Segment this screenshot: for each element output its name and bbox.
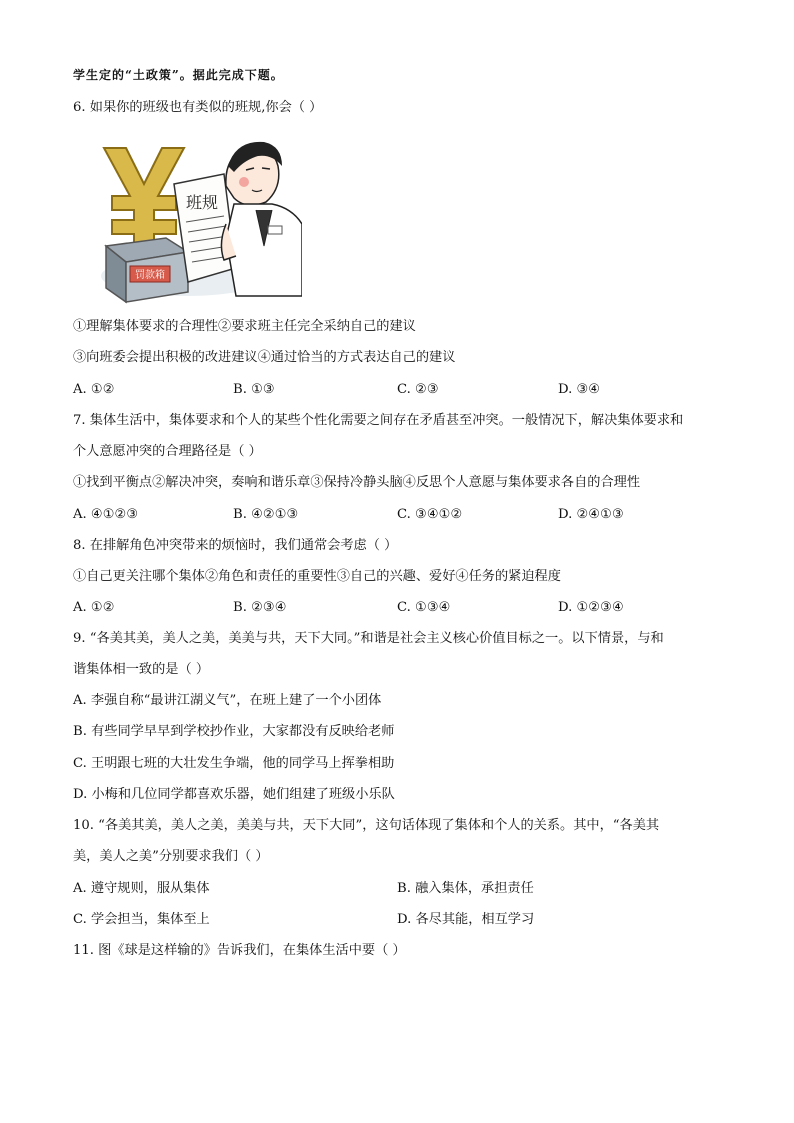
- q7-option-d[interactable]: D. ②④①③: [558, 507, 624, 522]
- q11-stem: 11. 图《球是这样输的》告诉我们，在集体生活中要（ ）: [73, 943, 406, 958]
- q6-option-c[interactable]: C. ②③: [397, 382, 439, 397]
- q10-option-c[interactable]: C. 学会担当，集体至上: [73, 912, 210, 927]
- q9-option-b[interactable]: B. 有些同学早早到学校抄作业，大家都没有反映给老师: [73, 724, 395, 739]
- q8-stem: 8. 在排解角色冲突带来的烦恼时，我们通常会考虑（ ）: [73, 538, 398, 553]
- q9-option-c[interactable]: C. 王明跟七班的大壮发生争端，他的同学马上挥拳相助: [73, 756, 395, 771]
- q7-stem-line2: 个人意愿冲突的合理路径是（ ）: [73, 444, 262, 459]
- rules-paper-title: 班规: [185, 193, 219, 212]
- q6-statement-1: ①理解集体要求的合理性②要求班主任完全采纳自己的建议: [73, 319, 416, 334]
- fine-box-label: 罚款箱: [135, 270, 165, 281]
- q10-stem-line1: 10. “各美其美，美人之美，美美与共，天下大同”，这句话体现了集体和个人的关系。其中，“各美其: [73, 818, 660, 833]
- intro-text: 学生定的“土政策”。据此完成下题。: [73, 68, 284, 82]
- q7-option-c[interactable]: C. ③④①②: [397, 507, 463, 522]
- q7-option-a[interactable]: A. ④①②③: [73, 507, 139, 522]
- q6-stem: 6. 如果你的班级也有类似的班规,你会（ ）: [73, 100, 323, 115]
- q7-statement: ①找到平衡点②解决冲突，奏响和谐乐章③保持冷静头脑④反思个人意愿与集体要求各自的合理性: [73, 475, 641, 490]
- q7-stem-line1: 7. 集体生活中，集体要求和个人的某些个性化需要之间存在矛盾甚至冲突。一般情况下，解决集体要求和: [73, 413, 684, 428]
- q9-stem-line2: 谐集体相一致的是（ ）: [73, 662, 210, 677]
- q8-option-b[interactable]: B. ②③④: [233, 600, 287, 615]
- q8-statement: ①自己更关注哪个集体②角色和责任的重要性③自己的兴趣、爱好④任务的紧迫程度: [73, 569, 561, 584]
- q8-option-d[interactable]: D. ①②③④: [558, 600, 624, 615]
- q7-option-b[interactable]: B. ④②①③: [233, 507, 299, 522]
- q8-option-c[interactable]: C. ①③④: [397, 600, 451, 615]
- q10-option-a[interactable]: A. 遵守规则，服从集体: [73, 881, 210, 896]
- q6-option-b[interactable]: B. ①③: [233, 382, 275, 397]
- fine-box: [106, 238, 188, 302]
- q10-stem-line2: 美，美人之美”分别要求我们（ ）: [73, 849, 269, 864]
- q6-option-a[interactable]: A. ①②: [73, 382, 115, 397]
- q10-option-b[interactable]: B. 融入集体，承担责任: [397, 881, 534, 896]
- q9-option-d[interactable]: D. 小梅和几位同学都喜欢乐器，她们组建了班级小乐队: [73, 787, 395, 802]
- q6-option-d[interactable]: D. ③④: [558, 382, 601, 397]
- cartoon-illustration: [96, 126, 302, 304]
- q10-option-d[interactable]: D. 各尽其能，相互学习: [397, 912, 535, 927]
- class-rules-cartoon: [96, 126, 302, 304]
- q6-statement-2: ③向班委会提出积极的改进建议④通过恰当的方式表达自己的建议: [73, 350, 456, 365]
- q8-option-a[interactable]: A. ①②: [73, 600, 115, 615]
- q9-option-a[interactable]: A. 李强自称“最讲江湖义气”，在班上建了一个小团体: [73, 693, 382, 708]
- q9-stem-line1: 9. “各美其美，美人之美，美美与共，天下大同。”和谐是社会主义核心价值目标之一。以下情景，与和: [73, 631, 664, 646]
